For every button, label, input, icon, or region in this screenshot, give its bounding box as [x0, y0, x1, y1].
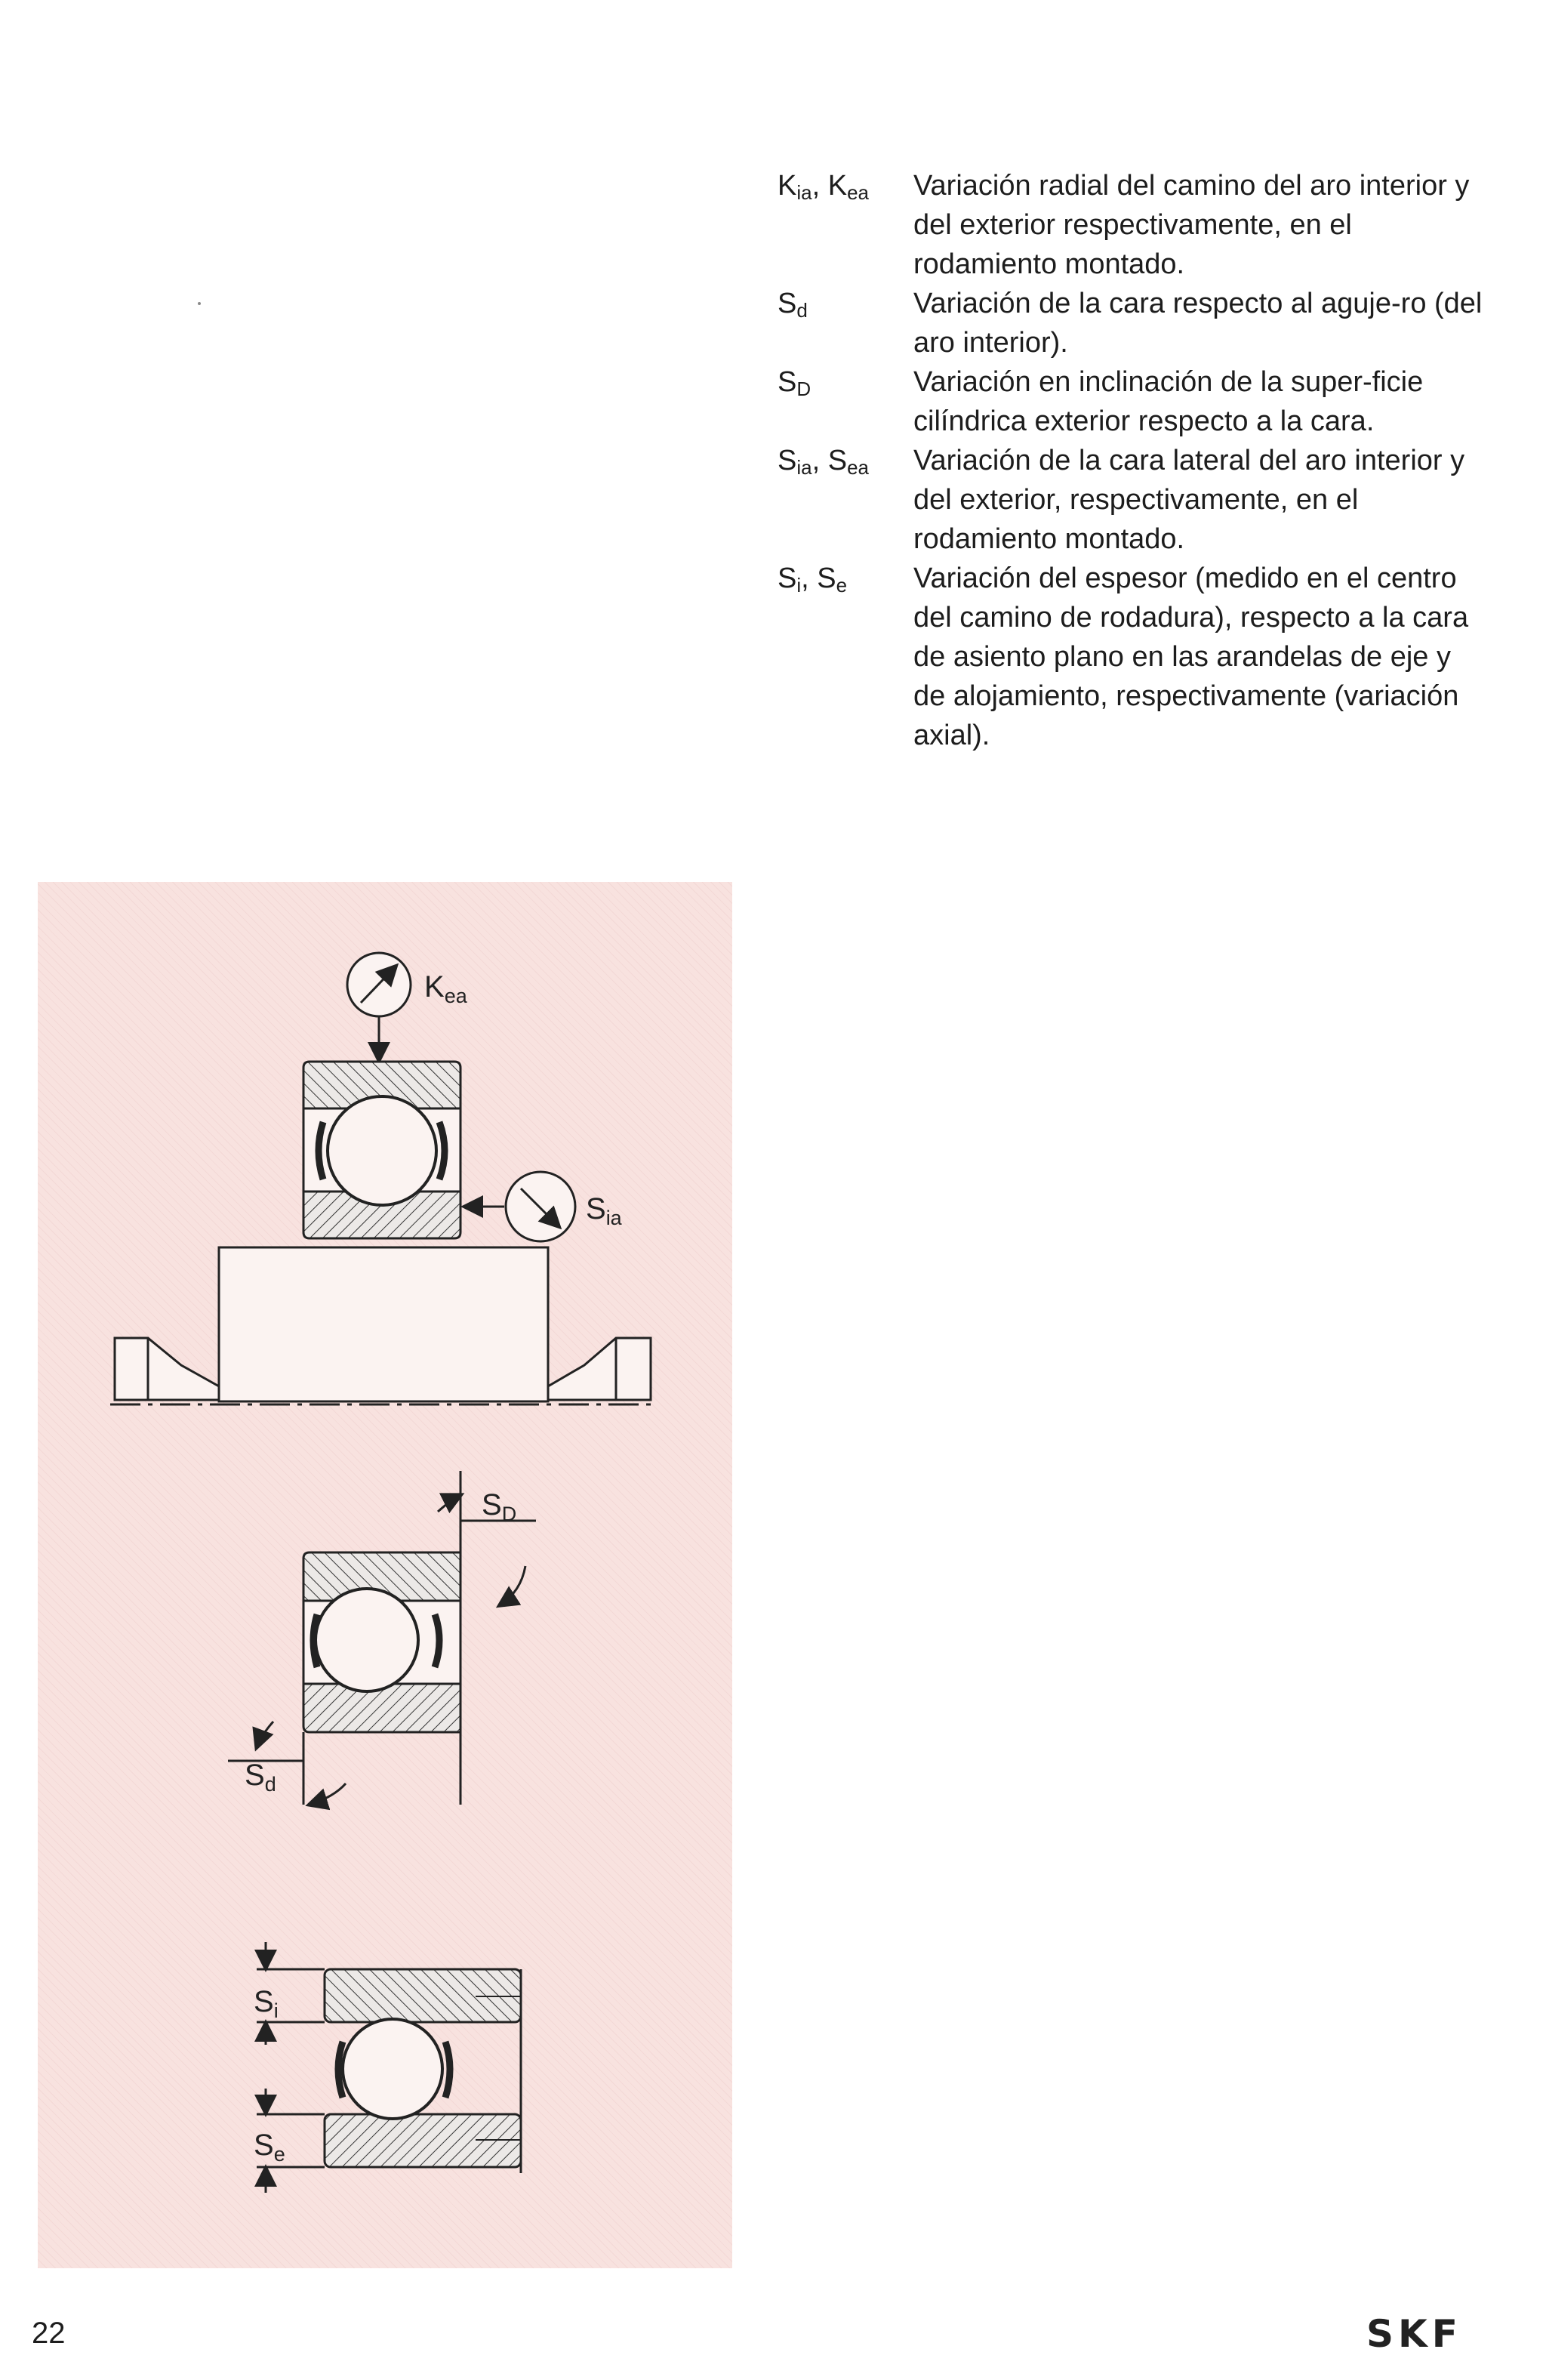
thrust-bearing-diagram	[257, 1942, 521, 2193]
right-center	[548, 1338, 651, 1400]
label-sd: $S_d$	[245, 1759, 276, 1796]
label-sia: $S_{ia}$	[586, 1192, 622, 1229]
definition-si-se	[778, 559, 1487, 755]
skf-logo: SKF	[1366, 2312, 1462, 2356]
definition-sia-sea	[778, 441, 1487, 559]
stray-mark	[198, 302, 201, 305]
bearing-figure-panel	[38, 882, 732, 2268]
definition-description: Variación radial del camino del aro interior y del exterior respectivamente, en el rodamiento montado.	[913, 170, 1470, 280]
definition-description: Variación de la cara lateral del aro interior y del exterior, respectivamente, en el rodamiento montado.	[913, 445, 1465, 555]
left-center	[115, 1338, 219, 1400]
label-sD: $S_D$	[482, 1488, 517, 1525]
definition-description: Variación del espesor (medido en el centro del camino de rodadura), respecto a la cara de asiento plano en las arandelas de eje y de alojamiento, respectivamente (variación axial).	[913, 563, 1469, 751]
definitions-list	[778, 166, 1487, 755]
bearing-diagrams	[38, 882, 732, 2268]
definition-term: $S_d$	[778, 288, 808, 322]
definition-sd	[778, 284, 1487, 362]
label-se: $S_e$	[254, 2129, 285, 2166]
definition-term: $S_{ia}$, $S_{ea}$	[778, 445, 870, 479]
ball	[328, 1096, 436, 1205]
ball	[343, 2019, 442, 2119]
definition-description: Variación de la cara respecto al aguje-ro (del aro interior).	[913, 288, 1483, 359]
definition-term: $K_{ia}$, $K_{ea}$	[778, 170, 870, 204]
definition-kia-kea	[778, 166, 1487, 284]
page-number: 22	[32, 2317, 66, 2350]
shaft	[219, 1247, 548, 1401]
inner-ring-bottom	[303, 1684, 460, 1732]
ball	[316, 1589, 418, 1691]
definition-description: Variación en inclinación de la super-ficie cilíndrica exterior respecto a la cara.	[913, 366, 1424, 437]
definition-term: $S_i$, $S_e$	[778, 563, 848, 597]
definition-term: $S_D$	[778, 366, 811, 400]
definition-sD	[778, 362, 1487, 441]
label-si: $S_i$	[254, 1985, 279, 2022]
label-kea: $K_{ea}$	[424, 970, 467, 1007]
mounted-bearing-diagram	[110, 953, 658, 1404]
